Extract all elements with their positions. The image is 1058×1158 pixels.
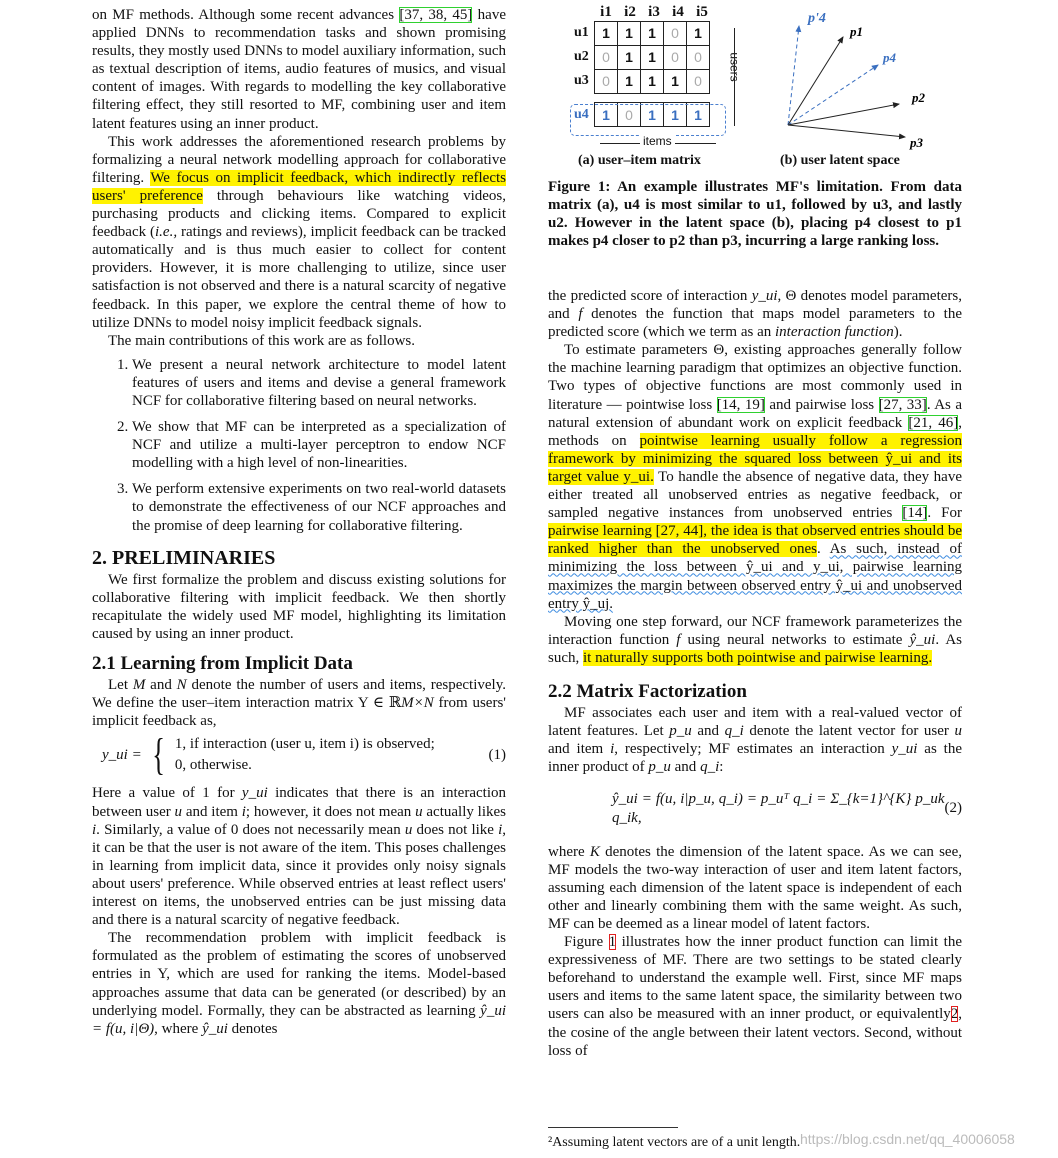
equation-2 [548, 790, 962, 826]
math-italic: u [404, 821, 413, 838]
citation-link[interactable]: [14, 19] [716, 396, 765, 413]
contributions-list [92, 356, 506, 535]
paragraph [92, 133, 506, 332]
equation-case: 0, otherwise. [174, 757, 252, 774]
text-run: denotes [227, 1020, 278, 1037]
matrix-cell: 0 [618, 103, 641, 127]
matrix-cell: 1 [641, 45, 664, 69]
vector-p2 [788, 104, 899, 125]
users-axis-label: users [727, 52, 742, 82]
text-run: Here a value of 1 for [92, 785, 242, 802]
math-italic: f [676, 631, 681, 648]
list-item: 2. We show that MF can be interpreted as a specialization of NCF and utilize a multi-layer perceptron to endow NCF modelling with a high level of non-linearities. [132, 418, 506, 472]
text-run: , the cosine of the angle between their latent vectors. Second, without loss of [548, 1006, 962, 1059]
text-run: denote the number of users and items, respectively. We define the user–item interaction matrix Y ∈ ℝ [92, 677, 506, 712]
caption-b: (b) user latent space [780, 153, 900, 168]
equation-body: ŷ_ui = f(u, i|p_u, q_i) = p_uᵀ q_i = Σ_{k=1}^{K} p_uk q_ik, [612, 791, 945, 826]
user-label: u2 [574, 49, 589, 64]
figure-caption: Figure 1: An example illustrates MF's limitation. From data matrix (a), u4 is most similar to u1, followed by u3, and lastly u2. However in the latent space (b), placing p4 closest to p1 makes p4 closer to p2 than p3, incurring a large ranking loss. [548, 179, 962, 250]
matrix-cell: 1 [687, 103, 710, 127]
footnote: ²Assuming latent vectors are of a unit length. [548, 1135, 801, 1150]
paragraph [548, 704, 962, 776]
citation-link[interactable]: [21, 46] [908, 414, 959, 431]
highlight: pointwise learning usually follow a regression framework by minimizing the squared loss between ŷ_ui and its target value y_ui. [548, 432, 962, 485]
text-run: , respectively; MF estimates an interaction [614, 741, 892, 758]
user-label: u3 [574, 73, 589, 88]
math-italic: i [610, 741, 615, 758]
label-p3: p3 [910, 135, 923, 150]
figure-1 [548, 0, 962, 175]
math-italic: ŷ_ui [202, 1020, 228, 1037]
text-run: denotes the function that maps model parameters to the predicted score (which we term as an [548, 306, 962, 341]
paragraph [92, 929, 506, 1038]
text-run: Figure [564, 934, 609, 951]
section-heading: 2. PRELIMINARIES [92, 546, 276, 569]
math-italic: ŷ_ui [909, 631, 936, 648]
text-run: . [816, 541, 830, 558]
paragraph [548, 843, 962, 933]
text-run: , methods on [548, 414, 962, 449]
math-italic: p_u [648, 759, 671, 776]
text-run: as the inner product of [548, 741, 962, 776]
matrix-cell: 0 [687, 45, 710, 69]
text-run: through behaviours like watching videos, purchasing products and clicking items. Compared to explicit feedback ( [92, 187, 506, 241]
math-italic: ŷ_ui = f(u, i|Θ) [92, 1002, 506, 1037]
item-label: i2 [624, 4, 636, 20]
matrix-cell: 1 [641, 69, 664, 93]
text-run: and [670, 759, 701, 776]
paragraph: The main contributions of this work are as follows. [108, 332, 416, 349]
math-italic: y_ui [891, 741, 918, 758]
citation-link[interactable]: [27, 33] [878, 396, 927, 413]
text-run: The recommendation problem with implicit feedback is formulated as the problem of estimating the scores of unobserved entries in Y, which are used for ranking the items. Model-based approaches assume that data can be generated (or described) by an underlying model. Formally, they can be abstracted as learning [92, 930, 506, 1019]
item-label: i5 [696, 4, 708, 20]
text-run: and [691, 723, 725, 740]
text-run: ratings and reviews), implicit feedback can be tracked automatically and is thus much easier to collect for content providers. However, it is more challenging to utilize, since user satisfaction is not observed and there is a natural scarcity of negative feedback. In this paper, we explore the central theme of how to utilize DNNs to model noisy implicit feedback signals. [92, 224, 506, 331]
text-run: To handle the absence of negative data, they have either treated all unobserved entries as negative feedback, or sampled negative instances from unobserved entries [548, 468, 962, 522]
math-italic: u [954, 723, 962, 740]
matrix-cell: 1 [664, 103, 687, 127]
math-italic: p_u [669, 723, 692, 740]
matrix-cell: 1 [595, 103, 618, 127]
paragraph [548, 341, 962, 612]
math-italic: y_ui [751, 288, 778, 304]
item-label: i1 [600, 4, 612, 20]
text-run: and pairwise loss [764, 396, 879, 413]
math-italic: i [241, 803, 246, 820]
text-run: To estimate parameters Θ, existing approaches generally follow the machine learning paradigm that optimizes an objective function. Two types of objective functions are most commonly used in literature — pointwise loss [548, 342, 962, 413]
math-italic: q_i [724, 723, 744, 740]
text-run: from users' implicit feedback as, [92, 695, 506, 730]
text-run: Let [108, 677, 133, 694]
text-run: Moving one step forward, our NCF framework parameterizes the interaction function [548, 613, 962, 648]
right-column [548, 287, 962, 1060]
matrix-row [595, 45, 710, 69]
text-run: This work addresses the aforementioned research problems by formalizing a neural network modelling approach for collaborative filtering. [92, 133, 506, 186]
text-run: ; however, it does not mean [245, 803, 416, 820]
matrix-cell: 1 [618, 22, 641, 46]
highlight: We focus on implicit feedback, which indirectly reflects users' preference [92, 169, 507, 204]
matrix-row [595, 22, 710, 46]
matrix-cell: 1 [641, 22, 664, 46]
label-p1: p1 [850, 24, 863, 39]
math-italic: q_i [700, 759, 720, 776]
citation-link[interactable]: [14] [902, 505, 928, 522]
matrix-cell: 0 [687, 69, 710, 93]
math-italic: M×N [401, 695, 434, 712]
watermark: https://blog.csdn.net/qq_40006058 [800, 1131, 1015, 1147]
paragraph [548, 287, 962, 341]
subsection-heading: 2.1 Learning from Implicit Data [92, 653, 353, 675]
text-run: , where [154, 1020, 203, 1037]
item-label: i3 [648, 4, 660, 20]
math-italic: i [92, 821, 97, 838]
highlight: pairwise learning [27, 44], the idea is that observed entries should be ranked higher than the unobserved ones [548, 523, 962, 558]
left-column [92, 6, 506, 1038]
math-italic: y_ui [241, 785, 268, 802]
footnote-rule [548, 1127, 678, 1128]
matrix-cell: 1 [687, 22, 710, 46]
matrix-cell: 0 [664, 45, 687, 69]
text-run: . For [927, 505, 962, 522]
equation-1: y_ui = { 1, if interaction (user u, item i) is observed; 0, otherwise. (1) [102, 730, 506, 780]
text-run: and item [182, 803, 242, 820]
latent-space-plot [768, 0, 962, 150]
user-label: u4 [574, 107, 589, 122]
text-run: , Θ denotes model parameters, and [548, 288, 962, 323]
math-italic: M [132, 677, 146, 694]
matrix-cell: 1 [664, 69, 687, 93]
text-run: and [145, 677, 177, 694]
matrix-cell: 0 [595, 45, 618, 69]
text-run: . As a natural extension of abundant work on explicit feedback [548, 396, 962, 431]
text-run: MF associates each user and item with a real-valued vector of latent features. Let [548, 705, 962, 740]
text-run: the predicted score of interaction [548, 288, 752, 304]
citation-link[interactable]: [37, 38, 45] [399, 7, 473, 23]
text-run: have applied DNNs to recommendation tasks and shown promising results, they mostly used DNNs to model auxiliary information, such as textual description of items, audio features of musics, and visual content of images. With regards to modelling the key collaborative filtering effect, they still resorted to MF, combining user and item latent features using an inner product. [92, 7, 506, 132]
text-run: ). [893, 324, 903, 341]
math-italic: interaction function [775, 324, 894, 341]
matrix-cell: 1 [618, 69, 641, 93]
text-run: illustrates how the inner product function can limit the expressiveness of MF. There are two settings to be stated clearly beforehand to understand the example well. First, since MF maps users and items to the same latent space, the similarity between two users can also be measured with an inner product, or equivalently [548, 934, 962, 1023]
text-run: using neural networks to estimate [680, 631, 910, 648]
text-run: : [719, 759, 724, 776]
matrix-cell: 0 [664, 22, 687, 46]
matrix-cell: 1 [618, 45, 641, 69]
math-italic: f [578, 306, 583, 323]
users-axis-arrow [734, 28, 735, 126]
text-run: where [548, 843, 590, 860]
equation-case: 1, if interaction (user u, item i) is observed; [174, 736, 435, 753]
list-item: 3. We perform extensive experiments on two real-world datasets to demonstrate the effectiveness of our NCF approaches and the promise of deep learning for collaborative filtering. [132, 480, 506, 534]
text-run: , it can be that the user is not aware of the item. This poses challenges in learning from implicit data, since it provides only noisy signals about users' preference. While observed entries at least reflect users' interest on items, the unobserved entries can be just missing data and there is a natural scarcity of negative feedback. [92, 821, 506, 929]
paragraph [92, 676, 506, 730]
vector-p3 [788, 125, 905, 137]
equation-lhs: y_ui = [102, 747, 142, 764]
paragraph [92, 6, 506, 133]
equation-number: (2) [944, 800, 962, 817]
reference-link[interactable]: 2 [950, 1006, 959, 1023]
matrix-cell: 0 [595, 69, 618, 93]
items-axis-label: items [640, 134, 675, 148]
math-italic: u [174, 803, 183, 820]
text-run: on MF methods. Although some recent advances [92, 7, 400, 23]
text-run: does not like [412, 821, 499, 838]
u4-dashed-box [570, 104, 726, 136]
math-italic: N [176, 677, 187, 694]
wavy-underline: As such, instead of minimizing the loss between ŷ_ui and y_ui, pairwise learning maximizes the margin between observed entry ŷ_ui and unobserved entry ŷ_uj. [548, 541, 962, 612]
label-p4: p4 [883, 50, 896, 65]
matrix-row [595, 69, 710, 93]
reference-link[interactable]: 1 [608, 934, 617, 951]
paragraph [92, 784, 506, 929]
user-label: u1 [574, 25, 589, 40]
text-run: and item [548, 741, 611, 758]
math-italic: i [498, 821, 503, 838]
paragraph: We first formalize the problem and discuss existing solutions for collaborative filtering with implicit feedback. We then shortly recapitulate the widely used MF model, highlighting its limitation caused by using an inner product. [92, 571, 506, 642]
label-p2: p2 [912, 90, 925, 105]
text-run: . As such, [548, 631, 963, 666]
caption-a: (a) user–item matrix [578, 153, 701, 168]
paragraph [548, 613, 962, 667]
text-run: denote the latent vector for user [743, 723, 955, 740]
math-italic: u [415, 803, 423, 820]
matrix-cell: 1 [595, 22, 618, 46]
paragraph [548, 933, 962, 1060]
highlight: it naturally supports both pointwise and pairwise learning. [583, 649, 933, 666]
text-run: denotes the dimension of the latent space. As we can see, MF models the two-way interaction of user and item latent factors, assuming each dimension of the latent space is independent of each other and linearly combining them with the same weight. As such, MF can be deemed as a linear model of latent factors. [548, 843, 962, 932]
matrix-cell: 1 [641, 103, 664, 127]
text-run: . Similarly, a value of 0 does not necessarily mean [96, 821, 405, 838]
list-item: 1. We present a neural network architecture to model latent features of users and items and devise a general framework NCF for collaborative filtering based on neural networks. [132, 356, 506, 410]
item-label: i4 [672, 4, 684, 20]
math-italic: i.e., [155, 224, 178, 241]
math-italic: K [589, 843, 600, 860]
subsection-heading: 2.2 Matrix Factorization [548, 680, 747, 702]
text-run: indicates that there is an interaction between user [92, 785, 506, 820]
equation-number: (1) [488, 747, 506, 764]
label-p4-prime: p'4 [808, 11, 826, 26]
text-run: actually likes [422, 803, 506, 820]
vector-p1 [788, 37, 843, 125]
